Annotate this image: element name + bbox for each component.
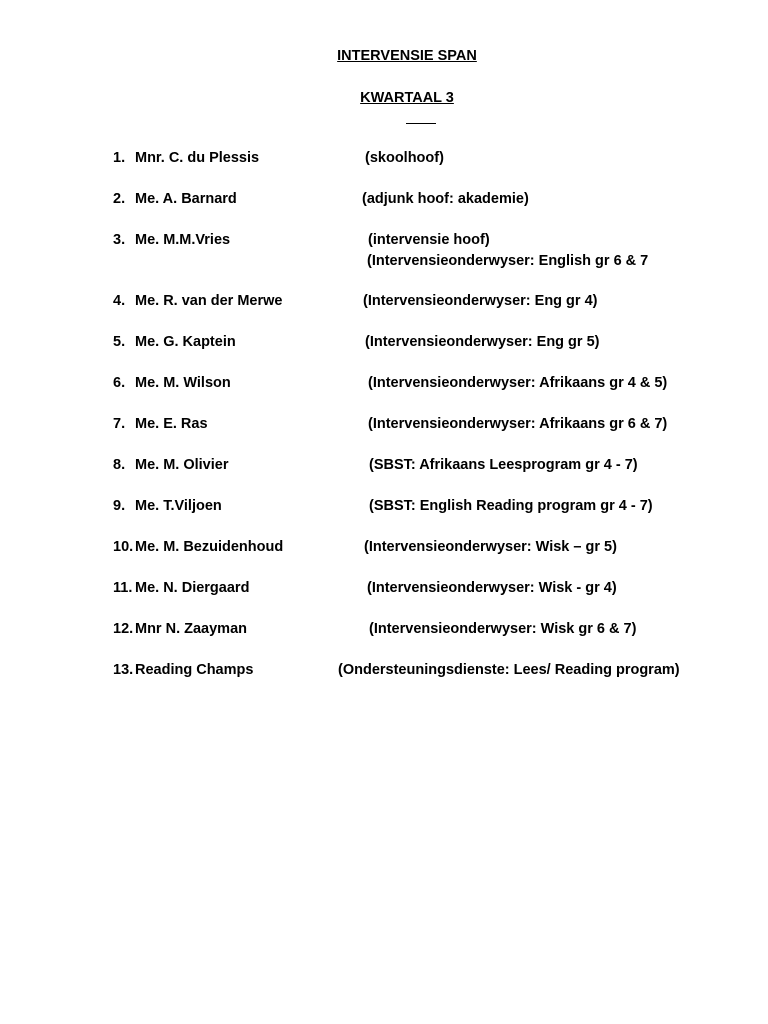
short-divider [406,123,436,124]
member-name: Reading Champs [135,662,254,678]
item-number: 8. [113,457,126,473]
list-item [0,191,768,211]
member-role: (Intervensieonderwyser: Eng gr 4) [363,293,598,309]
item-number: 3. [113,232,126,248]
member-role: (adjunk hoof: akademie) [362,191,529,207]
member-name: Me. G. Kaptein [135,334,236,350]
item-number: 10. [113,539,134,555]
list-item [0,621,768,641]
list-item [0,662,768,682]
member-role: (Intervensieonderwyser: Wisk - gr 4) [367,580,617,596]
member-role: (Intervensieonderwyser: Afrikaans gr 6 & 7) [368,416,668,432]
item-number: 7. [113,416,126,432]
member-role: (Intervensieonderwyser: Afrikaans gr 4 & 5) [368,375,668,391]
list-item [0,334,768,354]
list-item [0,539,768,559]
member-role: (SBST: English Reading program gr 4 - 7) [369,498,653,514]
list-item [0,293,768,313]
member-name: Me. N. Diergaard [135,580,250,596]
list-item [0,580,768,600]
item-number: 11. [113,580,133,596]
member-role-secondary: (Intervensieonderwyser: English gr 6 & 7 [367,253,649,269]
member-name: Mnr. C. du Plessis [135,150,260,166]
member-role: (Intervensieonderwyser: Eng gr 5) [365,334,600,350]
member-name: Me. E. Ras [135,416,208,432]
member-name: Me. A. Barnard [135,191,237,207]
member-name: Me. M. Olivier [135,457,229,473]
member-role: (SBST: Afrikaans Leesprogram gr 4 - 7) [369,457,638,473]
list-item [0,150,768,170]
item-number: 13. [113,662,134,678]
member-name: Me. T.Viljoen [135,498,222,514]
member-name: Mnr N. Zaayman [135,621,247,637]
member-role: (Intervensieonderwyser: Wisk – gr 5) [364,539,617,555]
member-name: Me. R. van der Merwe [135,293,283,309]
document-subtitle: KWARTAAL 3 [360,90,454,106]
document-title: INTERVENSIE SPAN [337,48,477,64]
member-role: (Intervensieonderwyser: Wisk gr 6 & 7) [369,621,637,637]
list-item [0,375,768,395]
item-number: 4. [113,293,126,309]
item-number: 9. [113,498,126,514]
item-number: 6. [113,375,126,391]
item-number: 2. [113,191,126,207]
member-role: (Ondersteuningsdienste: Lees/ Reading program) [338,662,680,678]
item-number: 1. [113,150,126,166]
member-name: Me. M. Bezuidenhoud [135,539,284,555]
member-name: Me. M.M.Vries [135,232,231,248]
list-item [0,416,768,436]
member-role: (intervensie hoof) [368,232,490,248]
item-number: 5. [113,334,126,350]
member-role: (skoolhoof) [365,150,444,166]
list-item [0,232,768,269]
list-item [0,498,768,518]
item-number: 12. [113,621,134,637]
list-item [0,457,768,477]
member-name: Me. M. Wilson [135,375,231,391]
